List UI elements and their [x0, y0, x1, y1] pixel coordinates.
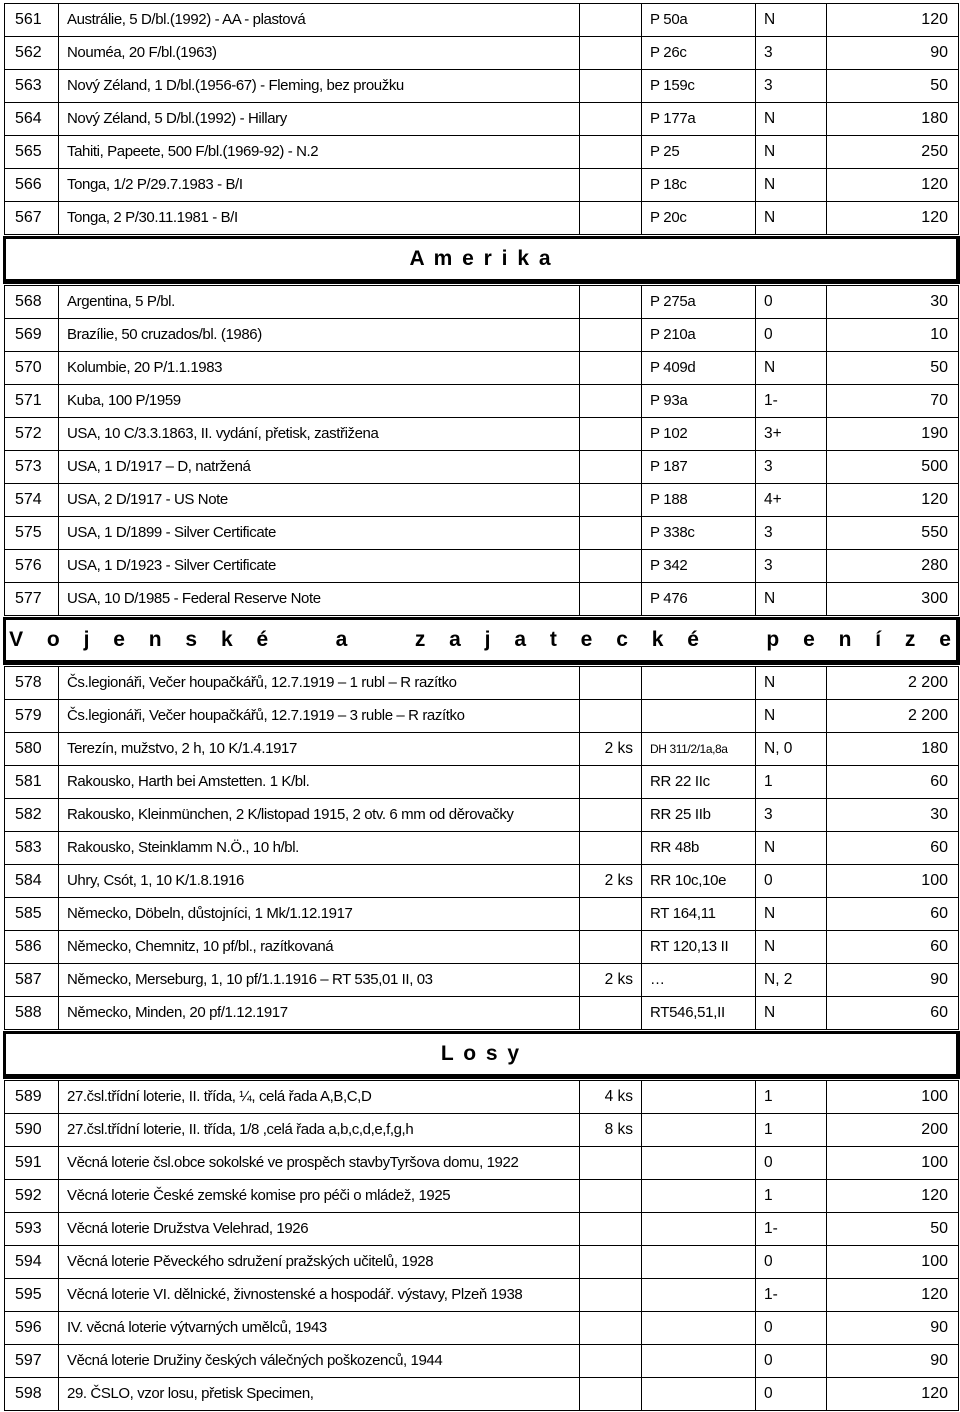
lot-catalog-ref [642, 1213, 756, 1246]
table-row [5, 865, 959, 898]
lot-price: 90 [827, 37, 959, 70]
lot-grade: 3 [756, 70, 827, 103]
lot-grade: 3 [756, 799, 827, 832]
table-row [5, 169, 959, 202]
table-row [5, 484, 959, 517]
lot-catalog-ref: P 18c [642, 169, 756, 202]
lot-quantity [580, 766, 642, 799]
lot-grade: N [756, 832, 827, 865]
lot-number: 574 [5, 484, 59, 517]
lot-quantity [580, 451, 642, 484]
lot-price: 2 200 [827, 667, 959, 700]
lot-quantity: 2 ks [580, 964, 642, 997]
lot-quantity [580, 319, 642, 352]
table-row [5, 451, 959, 484]
lot-grade: 1- [756, 1279, 827, 1312]
lot-grade: N [756, 4, 827, 37]
lot-description: USA, 1 D/1923 - Silver Certificate [59, 550, 580, 583]
lot-description: Čs.legionáři, Večer houpačkářů, 12.7.1919 – 1 rubl – R razítko [59, 667, 580, 700]
lot-description: Brazílie, 50 cruzados/bl. (1986) [59, 319, 580, 352]
lot-quantity [580, 202, 642, 235]
lot-catalog-ref [642, 1147, 756, 1180]
lot-quantity [580, 997, 642, 1030]
section-heading: V o j e n s k é a z a j a t e c k é p e n í z e [5, 619, 959, 663]
lot-price: 60 [827, 997, 959, 1030]
lot-number: 598 [5, 1378, 59, 1411]
lot-price: 60 [827, 832, 959, 865]
lot-quantity [580, 418, 642, 451]
lot-number: 563 [5, 70, 59, 103]
lot-number: 597 [5, 1345, 59, 1378]
lot-price: 250 [827, 136, 959, 169]
table-row [5, 1180, 959, 1213]
lot-catalog-ref: P 177a [642, 103, 756, 136]
lot-quantity [580, 1345, 642, 1378]
lot-quantity [580, 583, 642, 616]
lot-description: Terezín, mužstvo, 2 h, 10 K/1.4.1917 [59, 733, 580, 766]
lot-quantity [580, 1279, 642, 1312]
lot-description: Věcná loterie Družiny českých válečných poškozenců, 1944 [59, 1345, 580, 1378]
lot-catalog-ref: P 102 [642, 418, 756, 451]
lot-price: 90 [827, 964, 959, 997]
lot-quantity [580, 1312, 642, 1345]
lot-description: Německo, Merseburg, 1, 10 pf/1.1.1916 – RT 535,01 II, 03 [59, 964, 580, 997]
lot-grade: N [756, 169, 827, 202]
lot-quantity [580, 832, 642, 865]
lot-catalog-ref: P 26c [642, 37, 756, 70]
lot-price: 50 [827, 352, 959, 385]
lot-catalog-ref: RR 22 IIc [642, 766, 756, 799]
lot-catalog-ref: RR 48b [642, 832, 756, 865]
lot-grade: N [756, 583, 827, 616]
lot-quantity [580, 667, 642, 700]
lot-grade: N [756, 103, 827, 136]
lot-grade: 0 [756, 865, 827, 898]
lot-number: 586 [5, 931, 59, 964]
table-row [5, 550, 959, 583]
lot-price: 30 [827, 799, 959, 832]
lot-quantity [580, 1213, 642, 1246]
lot-price: 100 [827, 865, 959, 898]
lot-catalog-ref [642, 1081, 756, 1114]
lot-description: 27.čsl.třídní loterie, II. třída, 1/8 ,celá řada a,b,c,d,e,f,g,h [59, 1114, 580, 1147]
lot-number: 580 [5, 733, 59, 766]
section-heading-row [5, 1033, 959, 1077]
lot-grade: 3 [756, 550, 827, 583]
lot-grade: 3 [756, 517, 827, 550]
lot-catalog-ref: P 93a [642, 385, 756, 418]
section-heading: A m e r i k a [5, 238, 959, 282]
lot-grade: 4+ [756, 484, 827, 517]
lot-quantity [580, 1147, 642, 1180]
lot-number: 585 [5, 898, 59, 931]
lot-description: Kuba, 100 P/1959 [59, 385, 580, 418]
lot-grade: N [756, 931, 827, 964]
table-row [5, 286, 959, 319]
lot-quantity [580, 550, 642, 583]
lot-grade: 1- [756, 1213, 827, 1246]
lot-catalog-ref: P 25 [642, 136, 756, 169]
lot-grade: N [756, 700, 827, 733]
lot-catalog-ref: P 187 [642, 451, 756, 484]
lot-number: 579 [5, 700, 59, 733]
lot-number: 569 [5, 319, 59, 352]
lot-price: 280 [827, 550, 959, 583]
lot-number: 584 [5, 865, 59, 898]
lot-description: Věcná loterie Pěveckého sdružení pražských učitelů, 1928 [59, 1246, 580, 1279]
table-row [5, 1378, 959, 1411]
lot-price: 70 [827, 385, 959, 418]
table-row [5, 1081, 959, 1114]
lot-description: USA, 1 D/1899 - Silver Certificate [59, 517, 580, 550]
section-heading-row [5, 238, 959, 282]
lot-grade: 0 [756, 1378, 827, 1411]
lot-number: 592 [5, 1180, 59, 1213]
lot-grade: 1 [756, 1180, 827, 1213]
lot-grade: 1 [756, 1081, 827, 1114]
lot-quantity [580, 352, 642, 385]
lot-description: Věcná loterie Družstva Velehrad, 1926 [59, 1213, 580, 1246]
lot-number: 564 [5, 103, 59, 136]
lot-grade: N, 2 [756, 964, 827, 997]
lot-number: 594 [5, 1246, 59, 1279]
table-row [5, 385, 959, 418]
section-heading-row [5, 619, 959, 663]
table-row [5, 1246, 959, 1279]
lot-description: USA, 2 D/1917 - US Note [59, 484, 580, 517]
lot-grade: 0 [756, 319, 827, 352]
lot-quantity [580, 700, 642, 733]
table-row [5, 136, 959, 169]
lot-number: 593 [5, 1213, 59, 1246]
table-row [5, 202, 959, 235]
lot-description: Nový Zéland, 5 D/bl.(1992) - Hillary [59, 103, 580, 136]
lot-number: 567 [5, 202, 59, 235]
lot-number: 577 [5, 583, 59, 616]
lot-description: 27.čsl.třídní loterie, II. třída, ¼, celá řada A,B,C,D [59, 1081, 580, 1114]
lot-number: 570 [5, 352, 59, 385]
lot-quantity [580, 37, 642, 70]
lot-number: 587 [5, 964, 59, 997]
lot-description: Věcná loterie čsl.obce sokolské ve prospěch stavbyTyršova domu, 1922 [59, 1147, 580, 1180]
lot-grade: 0 [756, 1147, 827, 1180]
lot-grade: N [756, 667, 827, 700]
lot-description: Německo, Minden, 20 pf/1.12.1917 [59, 997, 580, 1030]
table-row [5, 319, 959, 352]
lot-number: 590 [5, 1114, 59, 1147]
lot-catalog-ref: RT 120,13 II [642, 931, 756, 964]
lot-catalog-ref: P 476 [642, 583, 756, 616]
lot-number: 566 [5, 169, 59, 202]
table-row [5, 4, 959, 37]
lot-price: 100 [827, 1081, 959, 1114]
lot-description: 29. ČSLO, vzor losu, přetisk Specimen, [59, 1378, 580, 1411]
lot-quantity [580, 103, 642, 136]
lot-catalog-ref: P 210a [642, 319, 756, 352]
lot-description: Tonga, 1/2 P/29.7.1983 - B/I [59, 169, 580, 202]
table-row [5, 964, 959, 997]
table-row [5, 1147, 959, 1180]
lot-quantity: 2 ks [580, 733, 642, 766]
table-row [5, 700, 959, 733]
lot-price: 50 [827, 1213, 959, 1246]
lot-price: 190 [827, 418, 959, 451]
lot-number: 583 [5, 832, 59, 865]
lot-number: 568 [5, 286, 59, 319]
table-row [5, 517, 959, 550]
lot-price: 10 [827, 319, 959, 352]
table-row [5, 103, 959, 136]
lot-price: 60 [827, 931, 959, 964]
lot-catalog-ref: P 342 [642, 550, 756, 583]
lot-price: 200 [827, 1114, 959, 1147]
lot-number: 588 [5, 997, 59, 1030]
lot-catalog-ref: P 409d [642, 352, 756, 385]
lot-catalog-ref: P 275a [642, 286, 756, 319]
lot-catalog-ref: … [642, 964, 756, 997]
lot-catalog-ref: P 50a [642, 4, 756, 37]
lot-number: 571 [5, 385, 59, 418]
lot-price: 180 [827, 103, 959, 136]
lot-description: Rakousko, Kleinmünchen, 2 K/listopad 1915, 2 otv. 6 mm od děrovačky [59, 799, 580, 832]
lot-quantity [580, 517, 642, 550]
lot-grade: 0 [756, 1246, 827, 1279]
lot-number: 576 [5, 550, 59, 583]
lot-price: 120 [827, 484, 959, 517]
lot-number: 572 [5, 418, 59, 451]
lot-number: 578 [5, 667, 59, 700]
lot-quantity [580, 484, 642, 517]
lot-description: Kolumbie, 20 P/1.1.1983 [59, 352, 580, 385]
lot-price: 60 [827, 766, 959, 799]
lot-number: 581 [5, 766, 59, 799]
lot-quantity: 8 ks [580, 1114, 642, 1147]
lot-catalog-ref: RR 10c,10e [642, 865, 756, 898]
table-row [5, 997, 959, 1030]
table-row [5, 667, 959, 700]
lot-price: 120 [827, 1378, 959, 1411]
lot-quantity [580, 898, 642, 931]
lot-number: 561 [5, 4, 59, 37]
lot-grade: N [756, 136, 827, 169]
lot-grade: 1 [756, 1114, 827, 1147]
lot-description: IV. věcná loterie výtvarných umělců, 1943 [59, 1312, 580, 1345]
section-heading: L o s y [5, 1033, 959, 1077]
lot-quantity [580, 799, 642, 832]
lot-price: 120 [827, 4, 959, 37]
lot-price: 100 [827, 1147, 959, 1180]
lot-price: 90 [827, 1312, 959, 1345]
table-row [5, 1279, 959, 1312]
table-row [5, 766, 959, 799]
lot-grade: N [756, 352, 827, 385]
lot-catalog-ref: P 159c [642, 70, 756, 103]
lot-catalog-ref [642, 1312, 756, 1345]
lot-price: 180 [827, 733, 959, 766]
lot-quantity [580, 1246, 642, 1279]
lot-number: 582 [5, 799, 59, 832]
table-row [5, 70, 959, 103]
lot-catalog-ref [642, 700, 756, 733]
lot-price: 100 [827, 1246, 959, 1279]
lot-quantity [580, 70, 642, 103]
lot-catalog-ref: RR 25 IIb [642, 799, 756, 832]
lot-number: 591 [5, 1147, 59, 1180]
lot-catalog-ref [642, 1345, 756, 1378]
lot-description: Německo, Döbeln, důstojníci, 1 Mk/1.12.1917 [59, 898, 580, 931]
lot-description: USA, 1 D/1917 – D, natržená [59, 451, 580, 484]
table-row [5, 1213, 959, 1246]
lot-description: Uhry, Csót, 1, 10 K/1.8.1916 [59, 865, 580, 898]
lot-grade: 3+ [756, 418, 827, 451]
lot-catalog-ref [642, 1114, 756, 1147]
lot-catalog-ref [642, 1180, 756, 1213]
lot-quantity [580, 385, 642, 418]
lot-grade: 0 [756, 1345, 827, 1378]
lot-grade: 0 [756, 286, 827, 319]
catalog-body [5, 4, 959, 1411]
table-row [5, 37, 959, 70]
lot-catalog-ref: P 188 [642, 484, 756, 517]
lot-price: 60 [827, 898, 959, 931]
lot-price: 300 [827, 583, 959, 616]
lot-grade: N [756, 202, 827, 235]
lot-description: Rakousko, Harth bei Amstetten. 1 K/bl. [59, 766, 580, 799]
lot-price: 120 [827, 1279, 959, 1312]
lot-description: Věcná loterie České zemské komise pro péči o mládež, 1925 [59, 1180, 580, 1213]
lot-quantity: 2 ks [580, 865, 642, 898]
lot-description: Austrálie, 5 D/bl.(1992) - AA - plastová [59, 4, 580, 37]
lot-grade: 3 [756, 451, 827, 484]
lot-number: 565 [5, 136, 59, 169]
lot-description: USA, 10 C/3.3.1863, II. vydání, přetisk, zastřižena [59, 418, 580, 451]
lot-catalog-ref [642, 667, 756, 700]
lot-catalog-ref [642, 1246, 756, 1279]
lot-price: 30 [827, 286, 959, 319]
lot-description: USA, 10 D/1985 - Federal Reserve Note [59, 583, 580, 616]
lot-quantity [580, 169, 642, 202]
lot-quantity: 4 ks [580, 1081, 642, 1114]
lot-description: Nouméa, 20 F/bl.(1963) [59, 37, 580, 70]
lot-grade: 1 [756, 766, 827, 799]
lot-grade: 0 [756, 1312, 827, 1345]
lot-number: 573 [5, 451, 59, 484]
lot-description: Čs.legionáři, Večer houpačkářů, 12.7.1919 – 3 ruble – R razítko [59, 700, 580, 733]
lot-description: Rakousko, Steinklamm N.Ö., 10 h/bl. [59, 832, 580, 865]
lot-description: Tonga, 2 P/30.11.1981 - B/I [59, 202, 580, 235]
lot-number: 589 [5, 1081, 59, 1114]
lot-number: 595 [5, 1279, 59, 1312]
lot-catalog-ref [642, 1378, 756, 1411]
auction-catalog-sheet [3, 3, 957, 1411]
table-row [5, 583, 959, 616]
table-row [5, 1114, 959, 1147]
lot-grade: N, 0 [756, 733, 827, 766]
lot-grade: N [756, 898, 827, 931]
lot-catalog-ref [642, 1279, 756, 1312]
lot-description: Německo, Chemnitz, 10 pf/bl., razítkovaná [59, 931, 580, 964]
lot-price: 500 [827, 451, 959, 484]
table-row [5, 832, 959, 865]
table-row [5, 898, 959, 931]
lot-grade: N [756, 997, 827, 1030]
lot-description: Nový Zéland, 1 D/bl.(1956-67) - Fleming, bez proužku [59, 70, 580, 103]
lot-number: 562 [5, 37, 59, 70]
lot-quantity [580, 286, 642, 319]
lot-number: 596 [5, 1312, 59, 1345]
lot-grade: 3 [756, 37, 827, 70]
lot-price: 2 200 [827, 700, 959, 733]
lot-price: 90 [827, 1345, 959, 1378]
table-row [5, 931, 959, 964]
lot-quantity [580, 4, 642, 37]
lot-quantity [580, 931, 642, 964]
lot-catalog-ref: RT546,51,II [642, 997, 756, 1030]
lot-number: 575 [5, 517, 59, 550]
lot-catalog-ref: RT 164,11 [642, 898, 756, 931]
lot-price: 50 [827, 70, 959, 103]
lot-price: 550 [827, 517, 959, 550]
table-row [5, 733, 959, 766]
lot-quantity [580, 1378, 642, 1411]
table-row [5, 352, 959, 385]
lot-grade: 1- [756, 385, 827, 418]
lot-description: Argentina, 5 P/bl. [59, 286, 580, 319]
lot-price: 120 [827, 169, 959, 202]
lot-quantity [580, 1180, 642, 1213]
catalog-table [3, 3, 960, 1411]
lot-price: 120 [827, 202, 959, 235]
lot-catalog-ref: DH 311/2/1a,8a [642, 733, 756, 766]
lot-quantity [580, 136, 642, 169]
table-row [5, 799, 959, 832]
lot-description: Věcná loterie VI. dělnické, živnostenské a hospodář. výstavy, Plzeň 1938 [59, 1279, 580, 1312]
table-row [5, 418, 959, 451]
lot-catalog-ref: P 20c [642, 202, 756, 235]
lot-description: Tahiti, Papeete, 500 F/bl.(1969-92) - N.2 [59, 136, 580, 169]
table-row [5, 1345, 959, 1378]
lot-price: 120 [827, 1180, 959, 1213]
lot-catalog-ref: P 338c [642, 517, 756, 550]
table-row [5, 1312, 959, 1345]
